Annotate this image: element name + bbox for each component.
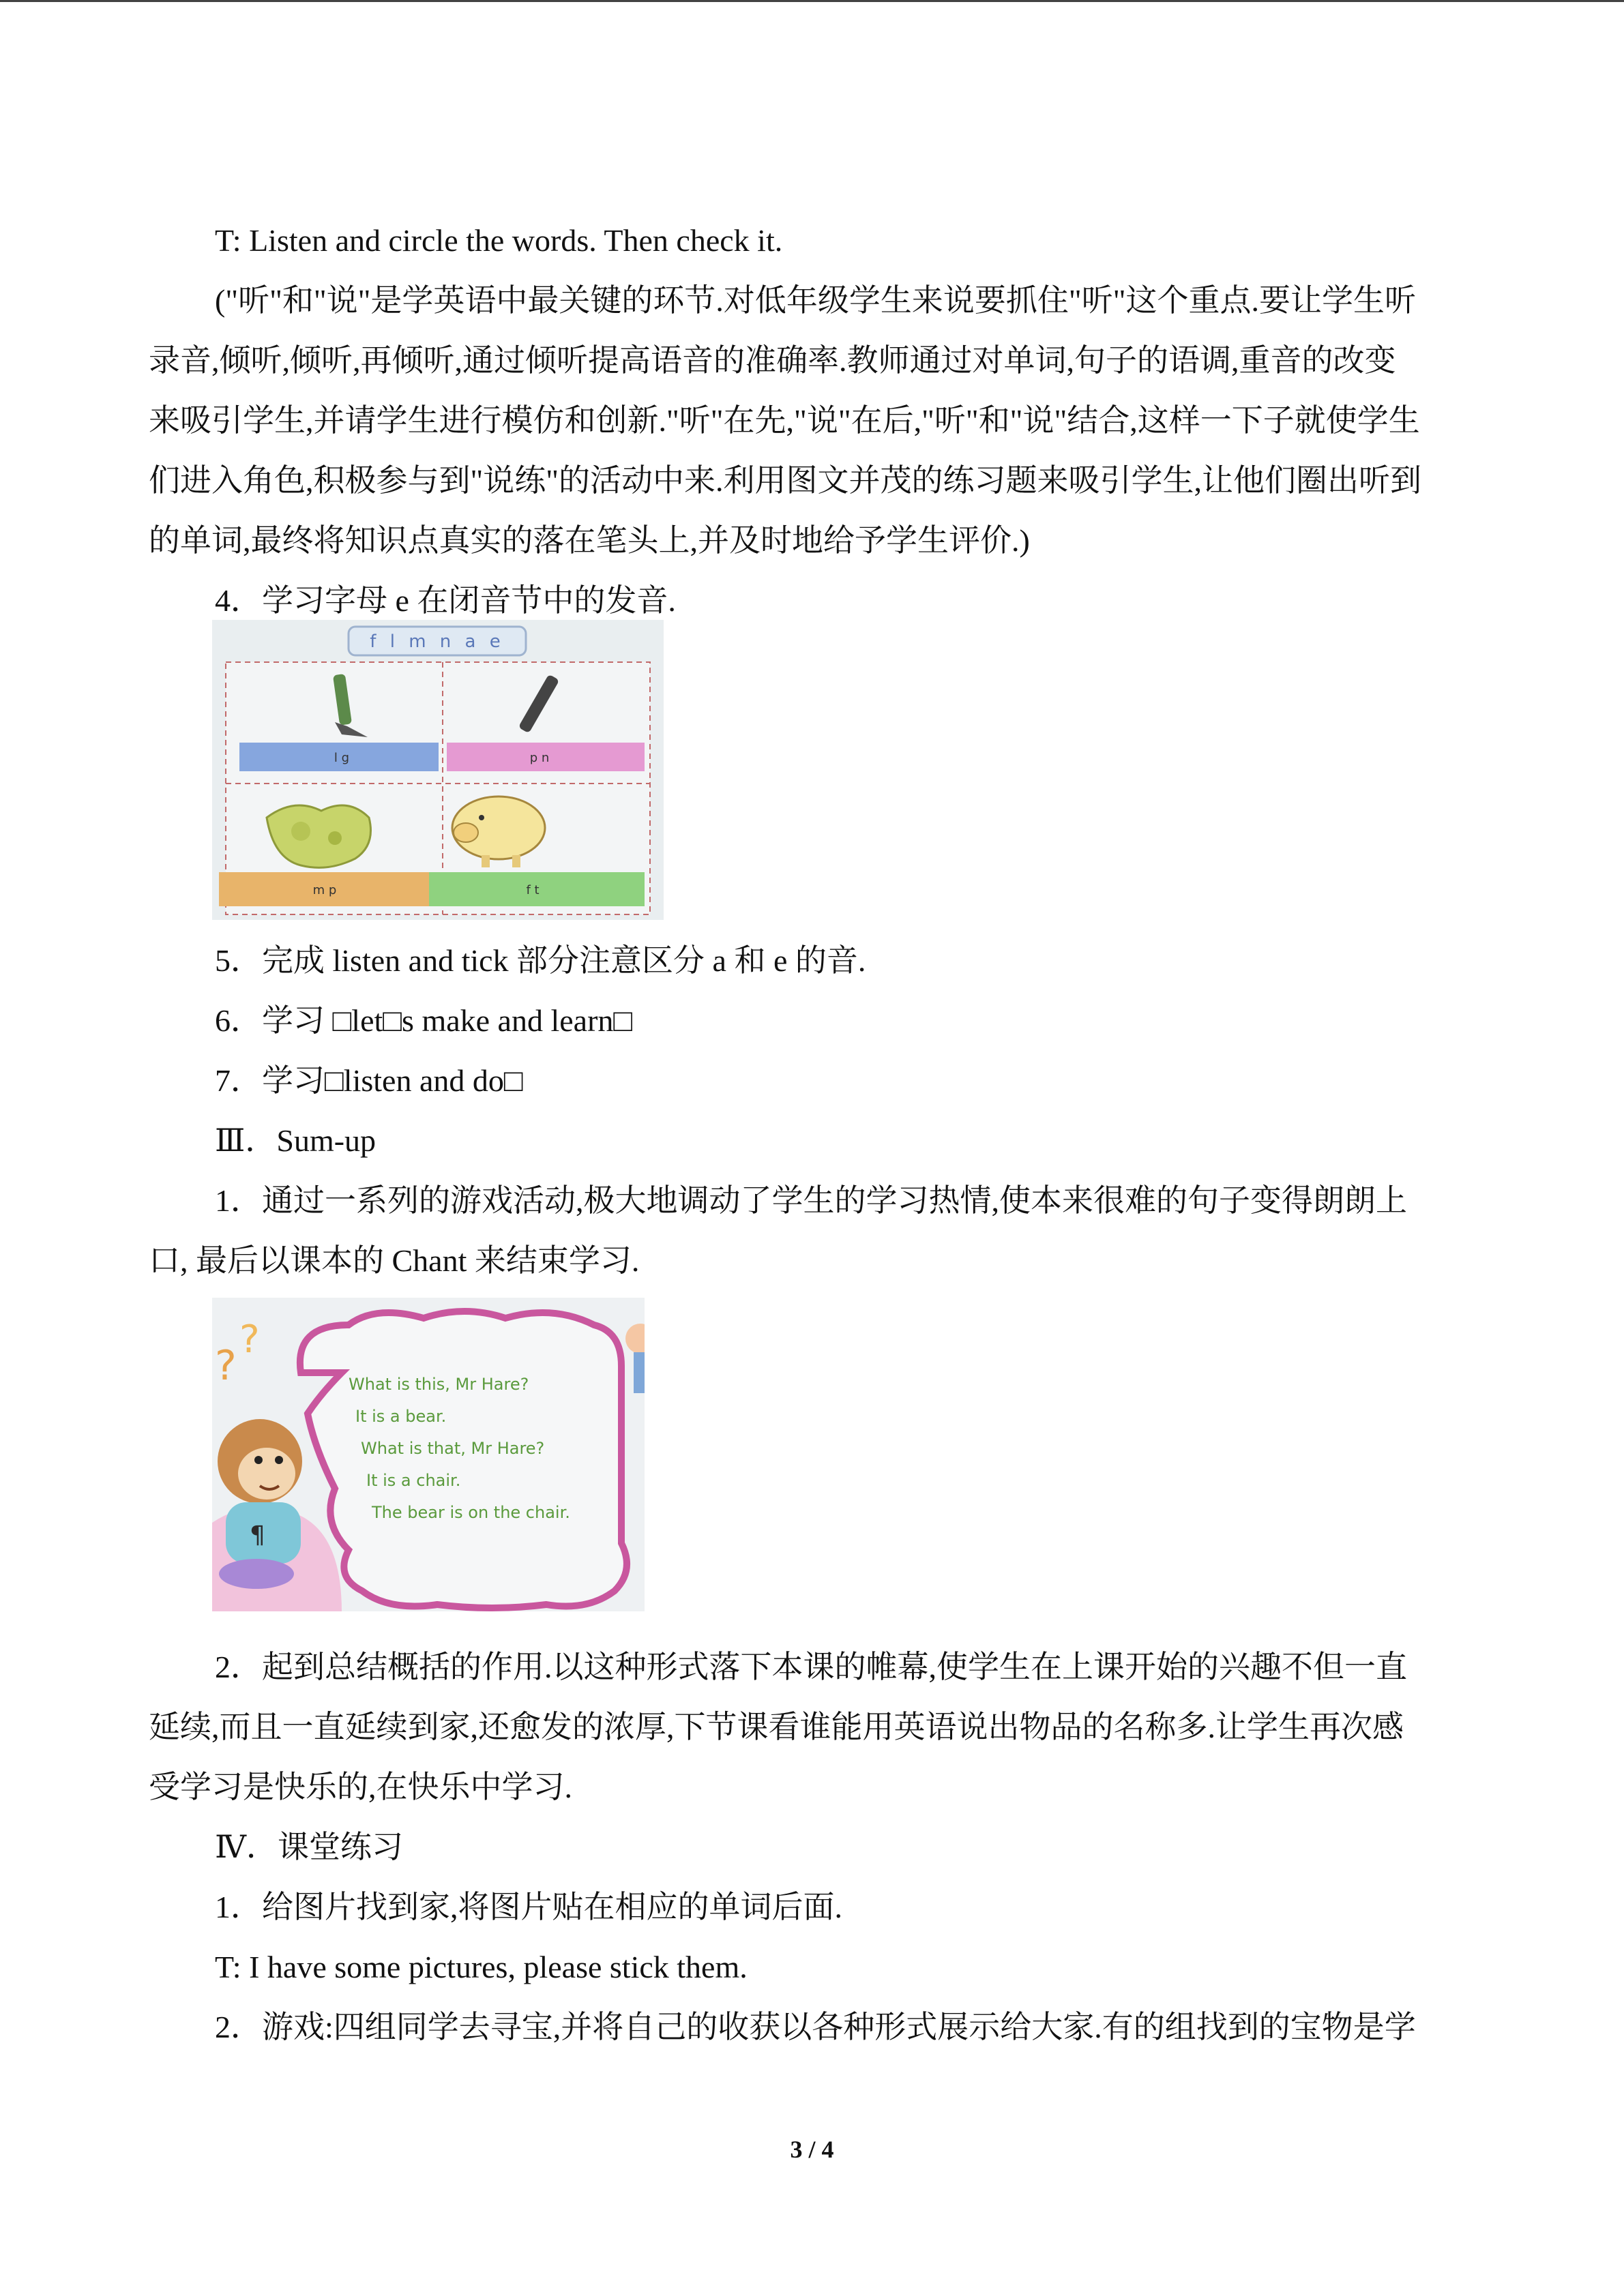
phonics-worksheet-image xyxy=(212,620,664,920)
list-item: 7．学习□listen and do□ xyxy=(215,1063,523,1098)
text-line: 2．起到总结概括的作用.以这种形式落下本课的帷幕,使学生在上课开始的兴趣不但一直 xyxy=(215,1650,1407,1684)
chant-image xyxy=(212,1298,645,1611)
question-mark-icon: ? xyxy=(215,1342,237,1390)
list-item: 6．学习 □let□s make and learn□ xyxy=(215,1003,633,1038)
text-line: 受学习是快乐的,在快乐中学习. xyxy=(149,1770,572,1804)
chant-drawing xyxy=(212,1298,645,1611)
word-map: m p xyxy=(312,883,337,897)
word-leg: l g xyxy=(334,751,350,765)
text-line: 的单词,最终将知识点真实的落在笔头上,并及时地给予学生评价.) xyxy=(149,523,1030,558)
word-fat: f t xyxy=(526,883,540,897)
chant-line: It is a bear. xyxy=(355,1407,447,1426)
text-line: 们进入角色,积极参与到"说练"的活动中来.利用图文并茂的练习题来吸引学生,让他们圈出听到 xyxy=(149,463,1422,498)
header-letters: f l m n a e xyxy=(370,631,505,652)
text-line: 1．通过一系列的游戏活动,极大地调动了学生的学习热情,使本来很难的句子变得朗朗上 xyxy=(215,1183,1407,1218)
word-pen: p n xyxy=(529,751,550,765)
question-mark-icon: ? xyxy=(239,1317,260,1362)
section-heading: Ⅳ．课堂练习 xyxy=(215,1830,403,1864)
list-item: 5．完成 listen and tick 部分注意区分 a 和 e 的音. xyxy=(215,943,866,978)
list-item: 4．学习字母 e 在闭音节中的发音. xyxy=(215,583,676,618)
page-number: 3 / 4 xyxy=(790,2136,834,2163)
text-line: T: Listen and circle the words. Then check it. xyxy=(215,223,783,258)
text-line: T: I have some pictures, please stick them. xyxy=(215,1950,748,1984)
chant-line: It is a chair. xyxy=(366,1471,461,1490)
text-line: ("听"和"说"是学英语中最关键的环节.对低年级学生来说要抓住"听"这个重点.要让学生听 xyxy=(215,283,1416,318)
chant-line: What is this, Mr Hare? xyxy=(349,1375,529,1394)
text-line: 延续,而且一直延续到家,还愈发的浓厚,下节课看谁能用英语说出物品的名称多.让学生再次感 xyxy=(149,1710,1404,1744)
section-heading: Ⅲ．Sum-up xyxy=(215,1123,377,1158)
chant-line: What is that, Mr Hare? xyxy=(361,1439,545,1458)
text-line: 录音,倾听,倾听,再倾听,通过倾听提高语音的准确率.教师通过对单词,句子的语调,重音的改变 xyxy=(149,343,1396,378)
list-item: 2．游戏:四组同学去寻宝,并将自己的收获以各种形式展示给大家.有的组找到的宝物是学 xyxy=(215,2010,1416,2044)
text-line: 口, 最后以课本的 Chant 来结束学习. xyxy=(149,1243,640,1278)
list-item: 1．给图片找到家,将图片贴在相应的单词后面. xyxy=(215,1890,842,1924)
text-line: 来吸引学生,并请学生进行模仿和创新."听"在先,"说"在后,"听"和"说"结合,这样一下子就使学生 xyxy=(149,403,1420,438)
phonics-worksheet-drawing xyxy=(212,620,664,920)
chant-line: The bear is on the chair. xyxy=(372,1503,570,1522)
shirt-symbol: ¶ xyxy=(250,1521,265,1549)
